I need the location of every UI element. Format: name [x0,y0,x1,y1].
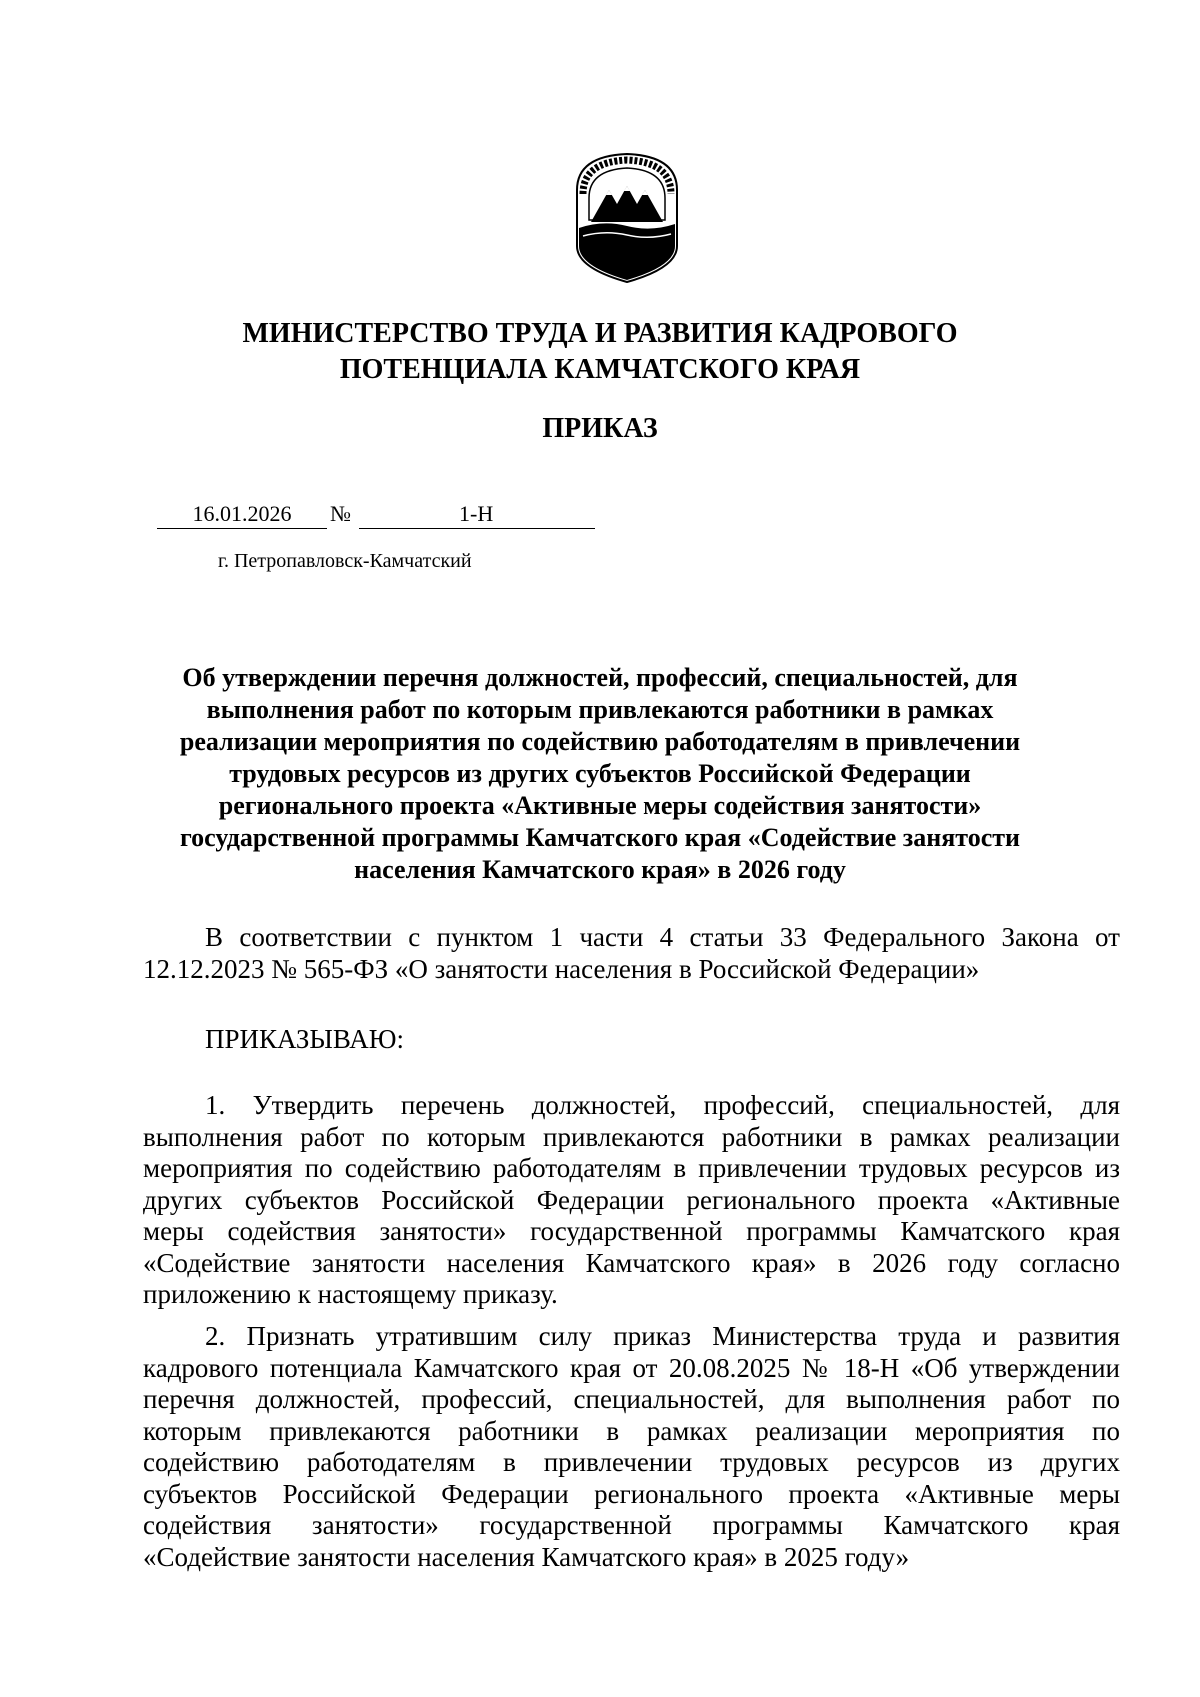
paragraph-line: выполнения работ по которым привлекаются работники в рамках реализации [143,1121,1120,1152]
subject-line: государственной программы Камчатского края «Содействие занятости [179,823,1021,852]
subject-line: реализации мероприятия по содействию работодателям в привлечении [179,727,1021,756]
item-2-paragraph [143,1321,1120,1573]
paragraph-line: которым привлекаются работники в рамках реализации мероприятия по [143,1415,1120,1446]
subject-line: Об утверждении перечня должностей, профессий, специальностей, для [182,663,1018,692]
paragraph-line: В соответствии с пунктом 1 части 4 статьи 33 Федерального Закона от [205,922,1120,952]
paragraph-line: приложению к настоящему приказу. [143,1279,558,1309]
paragraph-line: содействия занятости» государственной программы Камчатского края [143,1510,1120,1540]
subject-line: населения Камчатского края» в 2026 году [354,855,846,884]
document-type: ПРИКАЗ [542,413,658,444]
paragraph-line: субъектов Российской Федерации регионального проекта «Активные меры [143,1478,1120,1509]
paragraph-line: 2. Признать утратившим силу приказ Министерства труда и развития [205,1321,1120,1351]
paragraph-line: кадрового потенциала Камчатского края от 20.08.2025 № 18-Н «Об утверждении [143,1352,1120,1383]
paragraph-line: «Содействие занятости населения Камчатского края» в 2025 году» [143,1541,910,1572]
paragraph-line: перечня должностей, профессий, специальностей, для выполнения работ по [143,1384,1120,1414]
date-number-line [157,500,597,530]
city: г. Петропавловск-Камчатский [218,550,472,572]
paragraph-line: других субъектов Российской Федерации регионального проекта «Активные [143,1184,1120,1215]
paragraph-line: мероприятия по содействию работодателям в привлечении трудовых ресурсов из [143,1153,1120,1183]
ministry-title [150,316,1050,388]
paragraph-line: меры содействия занятости» государственной программы Камчатского края [143,1216,1120,1246]
kamchatka-emblem-icon [573,150,681,284]
paragraph-line: содействию работодателям в привлечении трудовых ресурсов из других [143,1447,1120,1477]
order-subject [150,662,1050,886]
subject-line: регионального проекта «Активные меры содействия занятости» [218,791,982,820]
order-number-field [359,500,595,529]
paragraph-line: «Содействие занятости населения Камчатского края» в 2026 году согласно [143,1247,1120,1278]
ministry-title-line: ПОТЕНЦИАЛА КАМЧАТСКОГО КРАЯ [339,354,861,385]
subject-line: трудовых ресурсов из других субъектов Российской Федерации [229,759,971,788]
order-number: 1-Н [459,501,494,526]
number-sign: № [330,501,351,526]
paragraph-line: 12.12.2023 № 565-ФЗ «О занятости населения в Российской Федерации» [143,953,980,984]
order-word: ПРИКАЗЫВАЮ: [205,1024,404,1054]
legal-basis-paragraph [143,922,1120,985]
subject-line: выполнения работ по которым привлекаются работники в рамках [206,695,994,724]
order-date: 16.01.2026 [157,500,327,529]
ministry-title-line: МИНИСТЕРСТВО ТРУДА И РАЗВИТИЯ КАДРОВОГО [242,318,958,349]
order-directive [143,1023,1120,1055]
item-1-paragraph [143,1090,1120,1311]
paragraph-line: 1. Утвердить перечень должностей, профессий, специальностей, для [205,1090,1120,1120]
